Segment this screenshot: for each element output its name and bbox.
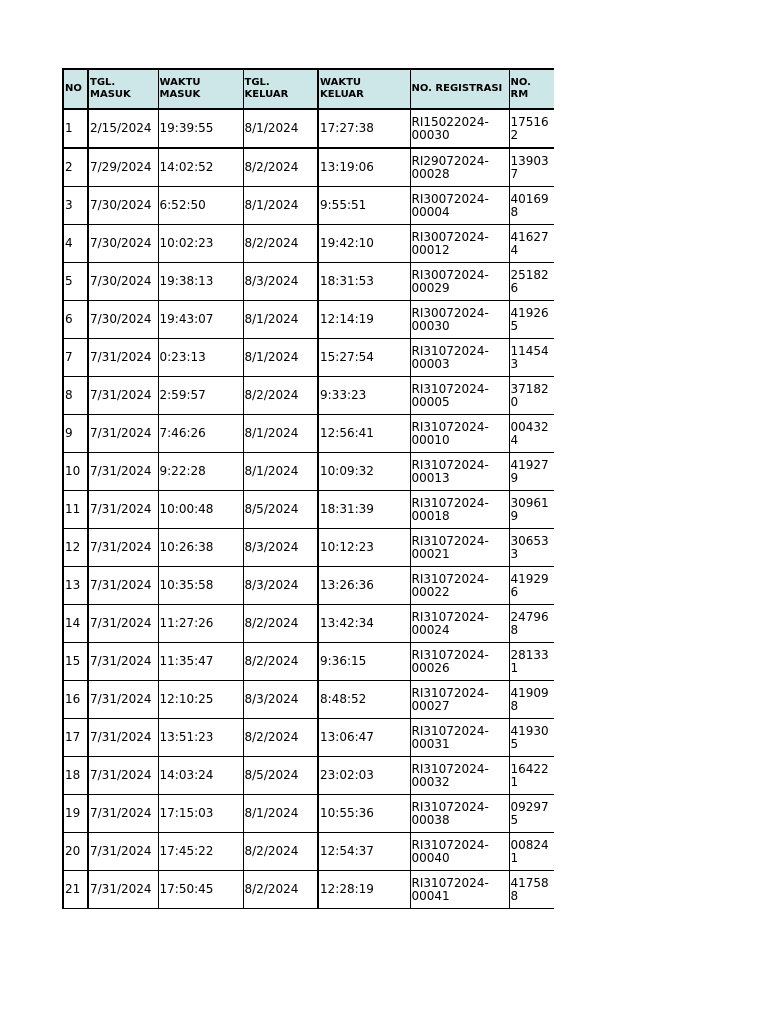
cell-tgl-keluar: 8/1/2024: [243, 415, 318, 453]
cell-waktu-masuk: 12:10:25: [158, 681, 243, 719]
cell-no-rm: 092975: [509, 795, 554, 833]
table-row: [63, 377, 554, 415]
cell-waktu-keluar: 9:55:51: [318, 187, 410, 225]
table-row: [63, 643, 554, 681]
cell-tgl-keluar: 8/2/2024: [243, 719, 318, 757]
cell-no: 3: [63, 187, 88, 225]
table-row: [63, 757, 554, 795]
cell-no: 9: [63, 415, 88, 453]
cell-no-registrasi: RI30072024-00012: [410, 225, 509, 263]
cell-no-registrasi: RI31072024-00021: [410, 529, 509, 567]
cell-waktu-masuk: 10:00:48: [158, 491, 243, 529]
cell-no-rm: 247968: [509, 605, 554, 643]
cell-no-rm: 417588: [509, 871, 554, 909]
cell-waktu-masuk: 17:45:22: [158, 833, 243, 871]
cell-waktu-keluar: 8:48:52: [318, 681, 410, 719]
cell-no: 5: [63, 263, 88, 301]
cell-tgl-masuk: 7/30/2024: [88, 225, 158, 263]
cell-no: 11: [63, 491, 88, 529]
cell-waktu-keluar: 10:09:32: [318, 453, 410, 491]
cell-tgl-keluar: 8/3/2024: [243, 567, 318, 605]
cell-no-registrasi: RI31072024-00031: [410, 719, 509, 757]
cell-no: 10: [63, 453, 88, 491]
cell-no: 2: [63, 148, 88, 187]
table-row: [63, 871, 554, 909]
cell-waktu-masuk: 11:27:26: [158, 605, 243, 643]
table-row: [63, 491, 554, 529]
cell-waktu-keluar: 12:56:41: [318, 415, 410, 453]
cell-no-rm: 175162: [509, 109, 554, 148]
cell-waktu-keluar: 10:12:23: [318, 529, 410, 567]
cell-tgl-keluar: 8/2/2024: [243, 871, 318, 909]
cell-waktu-keluar: 18:31:39: [318, 491, 410, 529]
cell-no-registrasi: RI31072024-00041: [410, 871, 509, 909]
cell-no: 8: [63, 377, 88, 415]
cell-no-registrasi: RI31072024-00032: [410, 757, 509, 795]
cell-waktu-masuk: 11:35:47: [158, 643, 243, 681]
table-row: [63, 415, 554, 453]
cell-tgl-keluar: 8/5/2024: [243, 757, 318, 795]
table-row: [63, 605, 554, 643]
cell-tgl-keluar: 8/1/2024: [243, 301, 318, 339]
cell-tgl-masuk: 7/31/2024: [88, 833, 158, 871]
cell-tgl-masuk: 7/31/2024: [88, 681, 158, 719]
cell-tgl-masuk: 7/31/2024: [88, 567, 158, 605]
cell-no: 17: [63, 719, 88, 757]
cell-no-registrasi: RI31072024-00026: [410, 643, 509, 681]
cell-waktu-masuk: 7:46:26: [158, 415, 243, 453]
cell-no-registrasi: RI31072024-00013: [410, 453, 509, 491]
cell-no-rm: 401698: [509, 187, 554, 225]
cell-no-registrasi: RI31072024-00022: [410, 567, 509, 605]
column-header-no-registrasi: NO. REGISTRASI: [410, 69, 509, 109]
cell-waktu-keluar: 13:06:47: [318, 719, 410, 757]
cell-no: 1: [63, 109, 88, 148]
cell-waktu-keluar: 10:55:36: [318, 795, 410, 833]
cell-tgl-masuk: 7/30/2024: [88, 301, 158, 339]
cell-tgl-masuk: 7/31/2024: [88, 795, 158, 833]
cell-waktu-masuk: 0:23:13: [158, 339, 243, 377]
cell-waktu-keluar: 23:02:03: [318, 757, 410, 795]
cell-no-rm: 139037: [509, 148, 554, 187]
cell-no-registrasi: RI31072024-00024: [410, 605, 509, 643]
cell-no-registrasi: RI30072024-00030: [410, 301, 509, 339]
cell-waktu-keluar: 9:33:23: [318, 377, 410, 415]
cell-tgl-masuk: 7/30/2024: [88, 263, 158, 301]
cell-tgl-keluar: 8/1/2024: [243, 795, 318, 833]
table-header-row: [63, 69, 554, 109]
cell-waktu-masuk: 17:50:45: [158, 871, 243, 909]
cell-tgl-keluar: 8/2/2024: [243, 225, 318, 263]
cell-waktu-keluar: 13:42:34: [318, 605, 410, 643]
cell-no-rm: 164221: [509, 757, 554, 795]
cell-no-registrasi: RI31072024-00038: [410, 795, 509, 833]
cell-no-registrasi: RI31072024-00027: [410, 681, 509, 719]
cell-waktu-keluar: 12:14:19: [318, 301, 410, 339]
cell-no-rm: 416274: [509, 225, 554, 263]
cell-tgl-masuk: 7/31/2024: [88, 339, 158, 377]
cell-no-rm: 004324: [509, 415, 554, 453]
cell-waktu-masuk: 10:35:58: [158, 567, 243, 605]
cell-no: 19: [63, 795, 88, 833]
cell-tgl-keluar: 8/3/2024: [243, 681, 318, 719]
cell-waktu-masuk: 13:51:23: [158, 719, 243, 757]
cell-tgl-masuk: 7/31/2024: [88, 415, 158, 453]
table-row: [63, 225, 554, 263]
cell-tgl-masuk: 7/31/2024: [88, 757, 158, 795]
cell-tgl-masuk: 7/31/2024: [88, 643, 158, 681]
cell-waktu-keluar: 12:54:37: [318, 833, 410, 871]
cell-waktu-keluar: 18:31:53: [318, 263, 410, 301]
cell-tgl-masuk: 7/31/2024: [88, 453, 158, 491]
cell-tgl-masuk: 7/29/2024: [88, 148, 158, 187]
cell-no: 6: [63, 301, 88, 339]
cell-waktu-keluar: 17:27:38: [318, 109, 410, 148]
cell-tgl-keluar: 8/1/2024: [243, 453, 318, 491]
cell-tgl-masuk: 7/31/2024: [88, 605, 158, 643]
cell-no-registrasi: RI29072024-00028: [410, 148, 509, 187]
cell-tgl-keluar: 8/2/2024: [243, 605, 318, 643]
cell-no-registrasi: RI30072024-00029: [410, 263, 509, 301]
cell-no-rm: 419279: [509, 453, 554, 491]
cell-waktu-masuk: 19:43:07: [158, 301, 243, 339]
column-header-waktu-masuk: WAKTU MASUK: [158, 69, 243, 109]
column-header-waktu-keluar: WAKTU KELUAR: [318, 69, 410, 109]
table-row: [63, 109, 554, 148]
cell-tgl-keluar: 8/1/2024: [243, 187, 318, 225]
cell-tgl-masuk: 7/31/2024: [88, 871, 158, 909]
cell-tgl-masuk: 7/31/2024: [88, 719, 158, 757]
cell-tgl-masuk: 7/31/2024: [88, 377, 158, 415]
table-row: [63, 795, 554, 833]
table-row: [63, 453, 554, 491]
cell-no-registrasi: RI31072024-00040: [410, 833, 509, 871]
cell-waktu-masuk: 10:02:23: [158, 225, 243, 263]
cell-waktu-keluar: 9:36:15: [318, 643, 410, 681]
cell-no: 15: [63, 643, 88, 681]
cell-no: 18: [63, 757, 88, 795]
cell-tgl-keluar: 8/1/2024: [243, 109, 318, 148]
cell-tgl-keluar: 8/5/2024: [243, 491, 318, 529]
cell-tgl-masuk: 7/31/2024: [88, 491, 158, 529]
table-row: [63, 148, 554, 187]
cell-waktu-keluar: 12:28:19: [318, 871, 410, 909]
cell-tgl-keluar: 8/2/2024: [243, 148, 318, 187]
cell-no-rm: 008241: [509, 833, 554, 871]
cell-tgl-keluar: 8/2/2024: [243, 833, 318, 871]
cell-waktu-keluar: 13:26:36: [318, 567, 410, 605]
cell-waktu-masuk: 6:52:50: [158, 187, 243, 225]
column-header-no: NO: [63, 69, 88, 109]
cell-no-rm: 371820: [509, 377, 554, 415]
cell-no-rm: 251826: [509, 263, 554, 301]
spreadsheet-page: [62, 68, 554, 922]
cell-tgl-keluar: 8/1/2024: [243, 339, 318, 377]
cell-waktu-masuk: 14:02:52: [158, 148, 243, 187]
cell-waktu-keluar: 19:42:10: [318, 225, 410, 263]
table-row: [63, 567, 554, 605]
cell-no: 4: [63, 225, 88, 263]
table-row: [63, 339, 554, 377]
table-body: [63, 109, 554, 909]
cell-no-registrasi: RI31072024-00018: [410, 491, 509, 529]
column-header-no-rm: NO. RM: [509, 69, 554, 109]
table-row: [63, 263, 554, 301]
patient-register-table: [62, 68, 554, 909]
cell-tgl-masuk: 7/31/2024: [88, 529, 158, 567]
cell-no-registrasi: RI30072024-00004: [410, 187, 509, 225]
table-row: [63, 529, 554, 567]
cell-tgl-keluar: 8/2/2024: [243, 643, 318, 681]
cell-no-registrasi: RI15022024-00030: [410, 109, 509, 148]
cell-no-registrasi: RI31072024-00003: [410, 339, 509, 377]
cell-no: 13: [63, 567, 88, 605]
column-header-tgl-masuk: TGL. MASUK: [88, 69, 158, 109]
table-row: [63, 719, 554, 757]
cell-tgl-keluar: 8/3/2024: [243, 263, 318, 301]
cell-waktu-masuk: 17:15:03: [158, 795, 243, 833]
cell-waktu-keluar: 15:27:54: [318, 339, 410, 377]
cell-waktu-masuk: 19:39:55: [158, 109, 243, 148]
cell-no-rm: 281331: [509, 643, 554, 681]
cell-no-rm: 419265: [509, 301, 554, 339]
cell-waktu-masuk: 10:26:38: [158, 529, 243, 567]
cell-no-rm: 419296: [509, 567, 554, 605]
cell-no: 7: [63, 339, 88, 377]
cell-waktu-masuk: 14:03:24: [158, 757, 243, 795]
table-row: [63, 833, 554, 871]
cell-no-registrasi: RI31072024-00010: [410, 415, 509, 453]
cell-waktu-masuk: 2:59:57: [158, 377, 243, 415]
cell-waktu-masuk: 9:22:28: [158, 453, 243, 491]
table-row: [63, 301, 554, 339]
cell-no: 14: [63, 605, 88, 643]
cell-no-registrasi: RI31072024-00005: [410, 377, 509, 415]
cell-no-rm: 419098: [509, 681, 554, 719]
cell-no: 21: [63, 871, 88, 909]
cell-tgl-keluar: 8/3/2024: [243, 529, 318, 567]
cell-tgl-masuk: 7/30/2024: [88, 187, 158, 225]
cell-tgl-keluar: 8/2/2024: [243, 377, 318, 415]
cell-waktu-keluar: 13:19:06: [318, 148, 410, 187]
cell-no-rm: 419305: [509, 719, 554, 757]
cell-no: 16: [63, 681, 88, 719]
cell-waktu-masuk: 19:38:13: [158, 263, 243, 301]
cell-no-rm: 114543: [509, 339, 554, 377]
cell-no-rm: 309619: [509, 491, 554, 529]
cell-no-rm: 306533: [509, 529, 554, 567]
cell-no: 12: [63, 529, 88, 567]
column-header-tgl-keluar: TGL. KELUAR: [243, 69, 318, 109]
cell-tgl-masuk: 2/15/2024: [88, 109, 158, 148]
cell-no: 20: [63, 833, 88, 871]
table-row: [63, 681, 554, 719]
table-row: [63, 187, 554, 225]
